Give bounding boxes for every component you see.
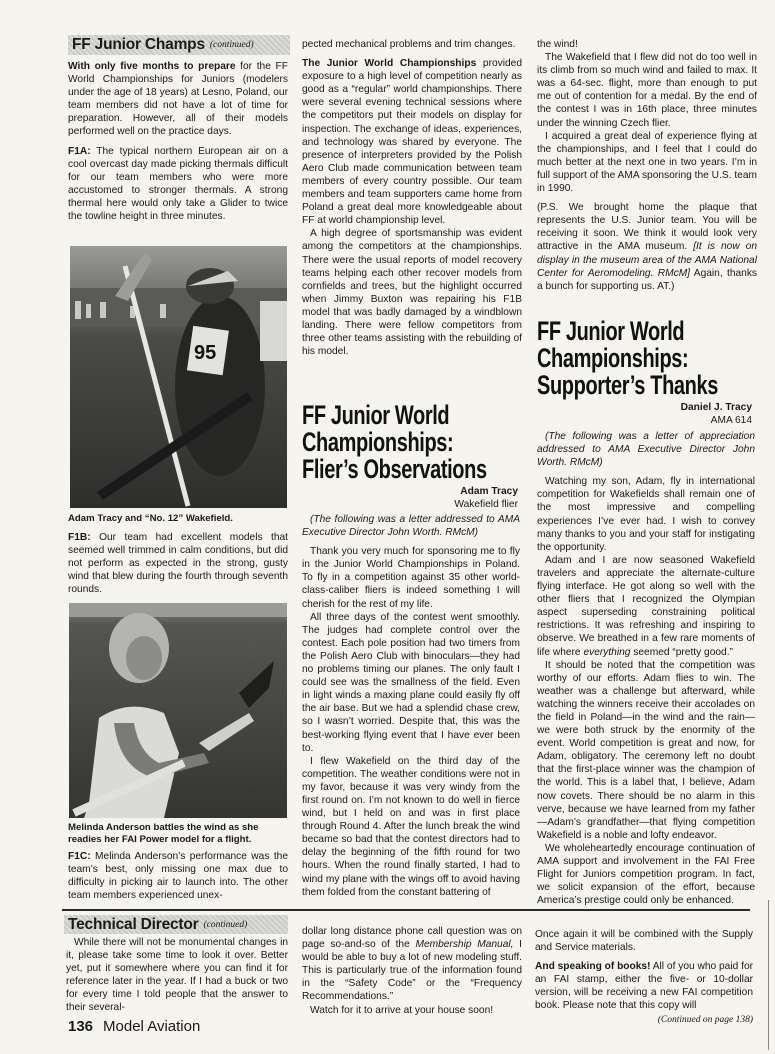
headline-line: Championships: bbox=[537, 343, 689, 373]
continued-on-link[interactable]: (Continued on page 138) bbox=[657, 1014, 753, 1025]
italic-text: (The following was a letter addressed to AMA Executive Director John Worth. RMcM) bbox=[302, 514, 520, 539]
headline-line: FF Junior World bbox=[537, 316, 685, 346]
body-text: Thank you very much for sponsoring me to fly in the Junior World Championships in Poland. To fly in a competition against 35 other world-class-caliber fliers is indeed something I will cherish for the rest of my life. bbox=[302, 546, 520, 610]
paragraph bbox=[68, 145, 288, 224]
photo-caption-1: Adam Tracy and “No. 12” Wakefield. bbox=[68, 513, 233, 524]
body-text: All of you who paid for an FAI stamp, either the five- or 10-dollar version, will be receiving a new FAI competition book. Please note that this copy will bbox=[535, 961, 753, 1012]
paragraph bbox=[68, 850, 288, 902]
body-text: provided exposure to a high level of competition nearly as good as a “regular” world championships. There were several evening technical sessions where the competitors put their models on display for inspection. The exchange of ideas, experiences, and technology was shared by everyone. The presence of interpreters provided by the Polish Aero Club made communication between team members of every country possible. Our team members and team supporters came home from Poland a great deal more knowledgeable about FF at world championship level. bbox=[302, 58, 522, 227]
lead-in-text: The Junior World Championships bbox=[302, 58, 477, 70]
section-divider bbox=[62, 909, 750, 911]
paragraph bbox=[66, 936, 288, 1015]
tech-col3 bbox=[535, 928, 753, 1027]
paragraph bbox=[537, 659, 755, 842]
body-text: pected mechanical problems and trim changes. bbox=[302, 39, 516, 50]
continued-label: (continued) bbox=[209, 40, 254, 50]
body-text: Watch for it to arrive at your house soon! bbox=[310, 1004, 494, 1016]
supporter-body bbox=[537, 430, 755, 907]
section-title: Technical Director bbox=[68, 915, 199, 933]
champs-f1b bbox=[68, 531, 288, 596]
body-text: I would be able to buy a lot of new modeling stuff. This is particularly true of the information found in the “Safety Code” or the “Frequency Recommendations.” bbox=[302, 939, 522, 1003]
paragraph bbox=[302, 1004, 522, 1017]
body-text: seemed “pretty good.” bbox=[630, 646, 733, 658]
body-text: Once again it will be combined with the Supply and Service materials. bbox=[535, 929, 753, 954]
lead-in-text: With only five months to prepare bbox=[68, 61, 236, 72]
paragraph bbox=[537, 475, 755, 554]
paragraph bbox=[537, 201, 757, 293]
body-text: It should be noted that the competition was worthy of our efforts. Adam flies to win. The weather was a challenge but afterward, while watching the winners receive their accolades on the field in Poland—in the wind and the rain—we were both struck by the enormity of the event. World competition is great and now, for Adam, obligatory. The ceremony left no doubt that the first-place winner was the champion of the world. This is a label that, I believe, Adam now covets. There should be no alarm in this verve, because we have learned from my father—Adam’s grandfather—that flying competition Wakefield is a noble and lofty endeavor. bbox=[537, 659, 755, 841]
headline-line: FF Junior World bbox=[302, 400, 450, 430]
bib-number: 95 bbox=[194, 342, 217, 364]
paragraph bbox=[537, 38, 757, 51]
magazine-name: Model Aviation bbox=[103, 1018, 201, 1035]
body-text: (P.S. We brought home the plaque that represents the U.S. Junior team. You will be receiving it soon. We think it would look very attractive in the AMA museum. bbox=[537, 202, 757, 253]
paragraph bbox=[535, 960, 753, 1012]
body-text: A high degree of sportsmanship was evident among the competitors at the championships. There were the usual reports of model recovery teams helping each other recover models from cornfields and trees, but the highlight occurred when Jimmy Buxton was repairing his F1B model that was badly damaged by a windblown landing. There were fellow competitors from three other teams assisting with the rebuilding of his model. bbox=[302, 228, 522, 358]
fliers-headline bbox=[302, 402, 487, 483]
photo-image bbox=[69, 603, 287, 818]
paragraph bbox=[68, 60, 288, 139]
section-title: FF Junior Champs bbox=[72, 36, 205, 53]
lead-in-text: F1C: bbox=[68, 851, 91, 862]
paragraph bbox=[302, 925, 522, 1004]
champs-f1c bbox=[68, 850, 288, 902]
supporter-byline bbox=[537, 402, 752, 427]
paragraph bbox=[535, 928, 753, 954]
author-role: AMA 614 bbox=[710, 414, 752, 426]
body-text: Our team had excellent models that seemed well trimmed in calm conditions, but did not perform as expected in the strong, gusty wind that blew during the fourth through seventh rounds. bbox=[68, 532, 288, 596]
headline-line: Supporter’s Thanks bbox=[537, 370, 718, 400]
paragraph bbox=[537, 51, 757, 130]
champs-continued-col2 bbox=[302, 38, 522, 358]
author-name: Adam Tracy bbox=[460, 486, 518, 497]
paragraph bbox=[302, 227, 522, 358]
body-text: While there will not be monumental changes in it, please take some time to look it over. Better yet, put it somewhere where you can find it for reference later in the year. If I had a buck or two for every time I told people that the answer to their several- bbox=[66, 937, 288, 1014]
body-text: All three days of the contest went smoothly. The judges had complete control over the contest. Each pole position had two timers from the Polish Aero Club with binoculars—they had no problems timing our planes. The only fault I could see was the smallness of the field. Even in light winds a maxing plane could easily fly off the air base. But we had a splendid chase crew, so I wasn’t worried. Despite that, this was the best-working flying event that I have ever been to. bbox=[302, 611, 520, 754]
supporter-headline bbox=[537, 318, 718, 399]
body-text: I flew Wakefield on the third day of the competition. The weather conditions were not in my favor, because it was very windy from the first round on. I’m not known to do well in fierce wind, but I held on and was in first place through Round 4. After the lunch break the wind became so bad that the contest directors had to delay the beginning of the fifth round for two hours. When the round finally started, I had to wind my plane with the wings off to avoid having them folded from the constant battering of bbox=[302, 755, 520, 898]
lead-in-text: F1B: bbox=[68, 532, 91, 543]
paragraph bbox=[68, 531, 288, 596]
paragraph bbox=[302, 611, 520, 755]
body-text: The Wakefield that I flew did not do too well in its climb from so much wind and failed to max. It was a 64-sec. flight, more than enough to put me out of contention for a medal. By the end of the contest I was in 16th place, three minutes under the winning Czech flier. bbox=[537, 52, 757, 129]
italic-text: [It is now on display in the museum area of the AMA National Center for Aeromodeling. RMcM] bbox=[537, 241, 757, 279]
body-text: for the FF World Championships for Juniors (modelers under the age of 18 years) at Lesno, Poland, our team members did not have a lot of time for preparation. However, all of their models performed well on the practice days. bbox=[68, 61, 288, 138]
continued-label: (continued) bbox=[203, 919, 248, 930]
body-text: Adam and I are now seasoned Wakefield travelers and appreciate the alternate-culture flying interface. He got along so well with the other fliers that I recognized the Olympian aspect superseding constraining political restrictions. It was refreshing and inspiring to observe. We breathed in a few rare moments of life where bbox=[537, 554, 755, 658]
headline-line: Flier’s Observations bbox=[302, 454, 487, 484]
photo-adam-tracy bbox=[70, 246, 287, 508]
right-margin-rule bbox=[768, 900, 769, 1050]
page-folio bbox=[68, 1018, 200, 1035]
paragraph bbox=[302, 755, 520, 899]
paragraph bbox=[537, 554, 755, 659]
paragraph bbox=[537, 430, 755, 469]
body-text: The typical northern European air on a cool overcast day made picking thermals difficult for our team members who were more accustomed to stronger thermals. A strong thermal here would only take a Glider to twice the towline height in three minutes. bbox=[68, 145, 288, 223]
body-text: the wind! bbox=[537, 39, 578, 50]
italic-text: (The following was a letter of appreciation addressed to AMA Executive Director John Worth. RMcM) bbox=[537, 431, 755, 469]
champs-intro bbox=[68, 60, 288, 223]
italic-text: everything bbox=[583, 646, 631, 658]
author-role: Wakefield flier bbox=[454, 498, 518, 510]
photo-image bbox=[70, 246, 287, 508]
author-name: Daniel J. Tracy bbox=[680, 402, 752, 413]
body-text: Melinda Anderson’s performance was the team’s best, only missing one max due to difficulty in picking air to launch into. The other team members experienced unex- bbox=[68, 851, 288, 902]
fliers-byline bbox=[302, 486, 518, 511]
tech-col1 bbox=[66, 936, 288, 1015]
lead-in-text: And speaking of books! bbox=[535, 961, 651, 973]
section-header-technical-director bbox=[64, 915, 288, 934]
paragraph bbox=[302, 545, 520, 610]
page-number: 136 bbox=[68, 1018, 94, 1035]
paragraph bbox=[537, 842, 755, 907]
photo-melinda-anderson bbox=[69, 603, 287, 818]
body-text: Again, thanks a bunch for supporting us. AT.) bbox=[537, 267, 758, 292]
tech-col3-body bbox=[535, 928, 753, 1013]
paragraph bbox=[302, 38, 522, 51]
body-text: Watching my son, Adam, fly in international competition for Wakefields shall remain one of the most impressive and compelling experiences I’ve ever had. I wish to convey many thanks to you and your staff for instigating the opportunity. bbox=[537, 476, 755, 553]
tech-col2 bbox=[302, 925, 522, 1017]
headline-line: Championships: bbox=[302, 427, 454, 457]
section-header-ff-junior-champs bbox=[68, 35, 290, 55]
paragraph bbox=[302, 513, 520, 539]
lead-in-text: F1A: bbox=[68, 145, 91, 157]
body-text: We wholeheartedly encourage continuation of AMA support and involvement in the FAI Free Flight for Juniors competition program. In fact, we solicit expansion of the effort, because America’s prestige could only be enhanced. bbox=[537, 842, 755, 907]
fliers-body bbox=[302, 513, 520, 899]
paragraph bbox=[302, 57, 522, 227]
paragraph bbox=[537, 130, 757, 195]
italic-text: Membership Manual, bbox=[415, 939, 514, 951]
photo-caption-2: Melinda Anderson battles the wind as she readies her FAI Power model for a flight. bbox=[68, 822, 259, 845]
body-text: I acquired a great deal of experience flying at the championships, and I feel that I could do much better at the next one in two years. I’m in full support of the AMA sponsoring the U.S. team in 1990. bbox=[537, 130, 757, 195]
body-text: dollar long distance phone call question was on page so-and-so of the bbox=[302, 926, 522, 951]
fliers-body-col3 bbox=[537, 38, 757, 293]
